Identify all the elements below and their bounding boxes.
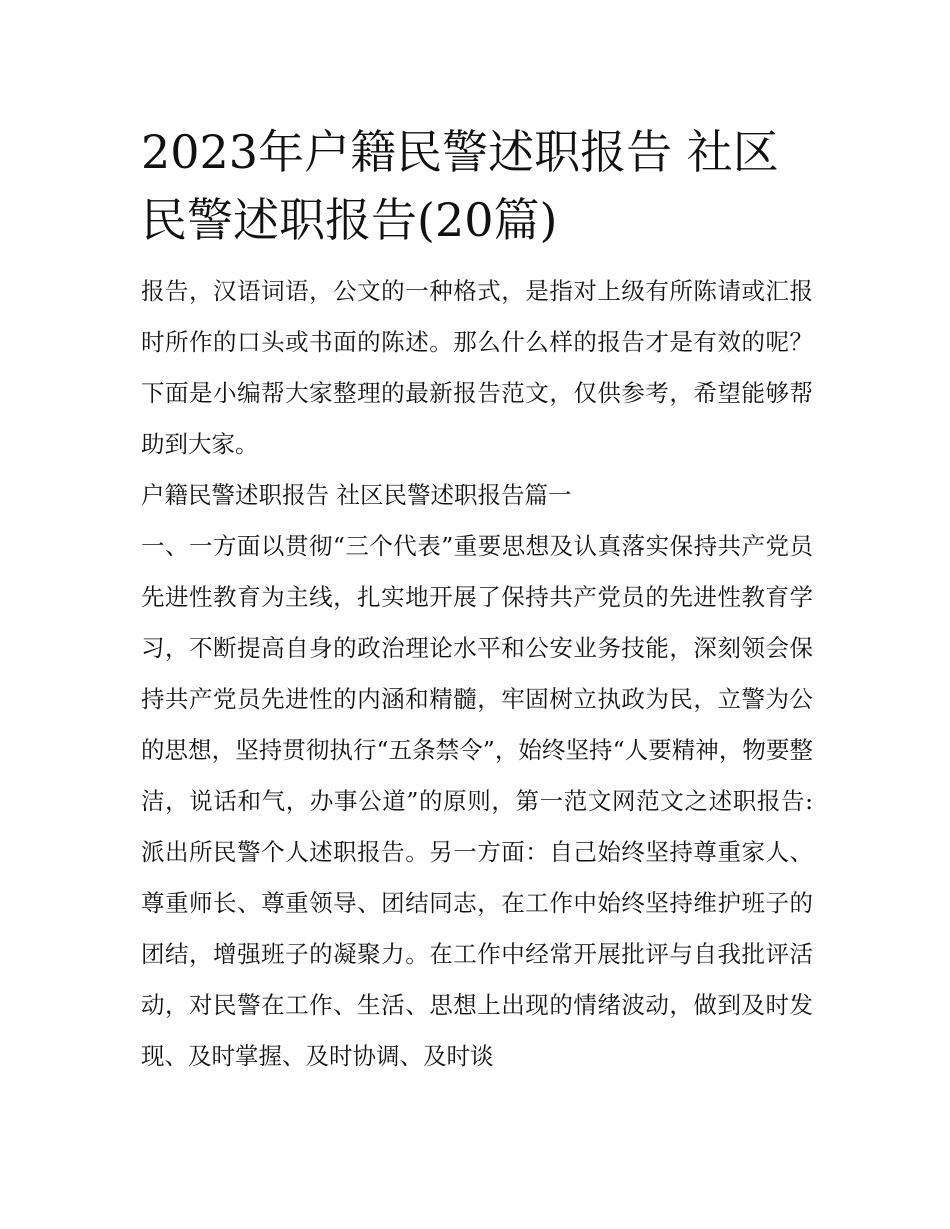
intro-paragraph: 报告，汉语词语，公文的一种格式，是指对上级有所陈请或汇报时所作的口头或书面的陈述。那么什么样的报告才是有效的呢？下面是小编帮大家整理的最新报告范文，仅供参考，希望能够帮助到大家。 <box>141 277 813 458</box>
section-heading: 户籍民警述职报告 社区民警述职报告篇一 <box>141 481 572 509</box>
body-paragraph: 一、一方面以贯彻“三个代表”重要思想及认真落实保持共产党员先进性教育为主线，扎实地开展了保持共产党员的先进性教育学习，不断提高自身的政治理论水平和公安业务技能，深刻领会保持共产党员先进性的内涵和精髓，牢固树立执政为民，立警为公的思想，坚持贯彻执行“五条禁令”，始终坚持“人要精神，物要整洁，说话和气，办事公道”的原则，第一范文网范文之述职报告:派出所民警个人述职报告。另一方面：自己始终坚持尊重家人、尊重师长、尊重领导、团结同志，在工作中始终坚持维护班子的团结，增强班子的凝聚力。在工作中经常开展批评与自我批评活动，对民警在工作、生活、思想上出现的情绪波动，做到及时发现、及时掌握、及时协调、及时谈 <box>141 532 813 1070</box>
document-content <box>141 118 813 1082</box>
document-title: 2023年户籍民警述职报告 社区民警述职报告(20篇) <box>141 125 779 247</box>
